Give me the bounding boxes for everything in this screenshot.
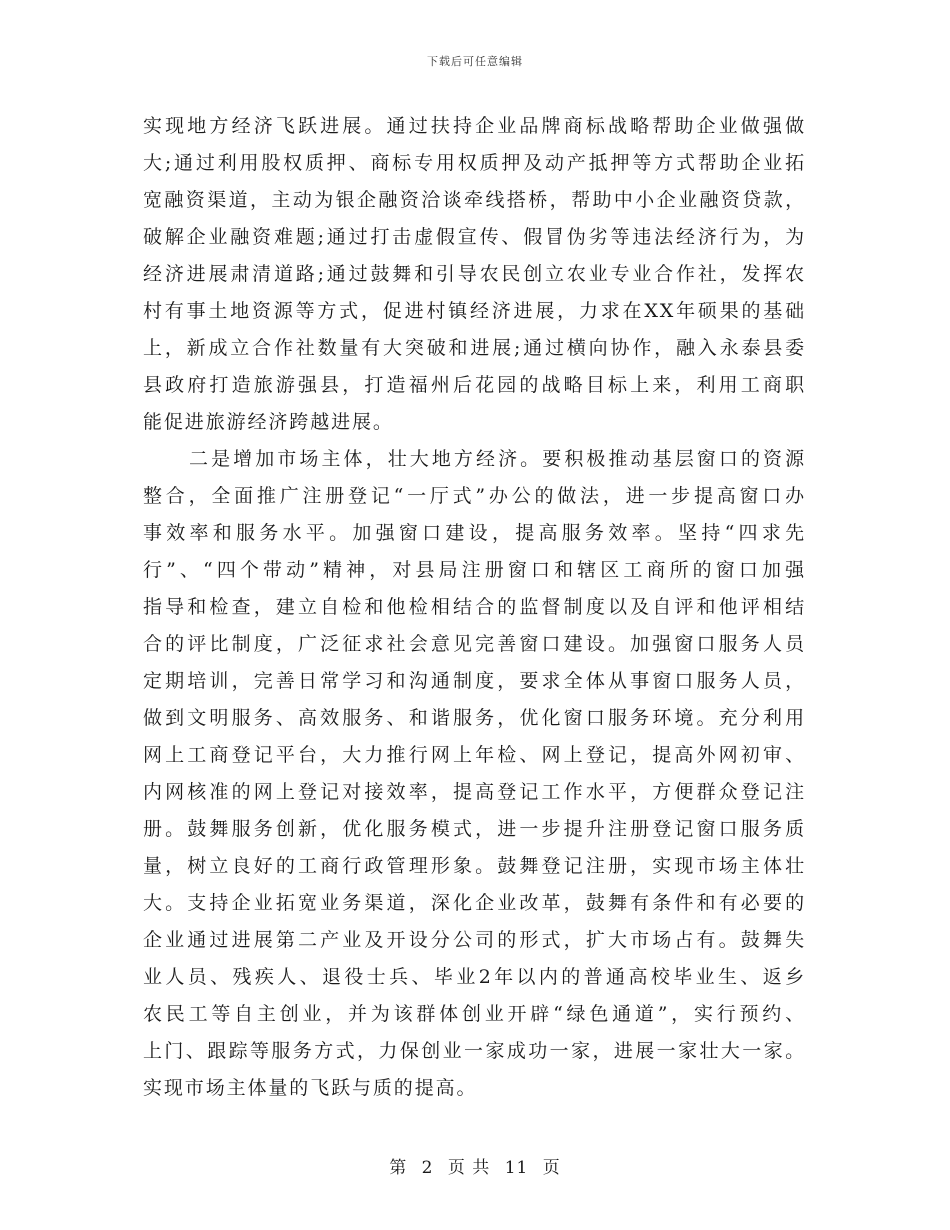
text-line: 县政府打造旅游强县，打造福州后花园的战略目标上来，利用工商职 [143, 374, 806, 396]
text-line: 上，新成立合作社数量有大突破和进展;通过横向协作，融入永泰县委 [143, 337, 806, 359]
text-line: 合的评比制度，广泛征求社会意见完善窗口建设。加强窗口服务人员 [143, 633, 806, 655]
text-line: 经济进展肃清道路;通过鼓舞和引导农民创立农业专业合作社，发挥农 [143, 263, 806, 285]
text-line: 事效率和服务水平。加强窗口建设，提高服务效率。坚持“四求先 [143, 522, 806, 544]
text-line: 整合，全面推广注册登记“一厅式”办公的做法，进一步提高窗口办 [143, 485, 806, 507]
text-line: 大。支持企业拓宽业务渠道，深化企业改革，鼓舞有条件和有必要的 [143, 892, 806, 914]
text-line: 宽融资渠道，主动为银企融资洽谈牵线搭桥，帮助中小企业融资贷款， [143, 189, 806, 211]
text-line: 村有事土地资源等方式，促进村镇经济进展，力求在XX年硕果的基础 [143, 300, 806, 322]
text-line: 定期培训，完善日常学习和沟通制度，要求全体从事窗口服务人员， [143, 670, 806, 692]
text-line: 网上工商登记平台，大力推行网上年检、网上登记，提高外网初审、 [143, 744, 806, 766]
text-line: 农民工等自主创业，并为该群体创业开辟“绿色通道”，实行预约、 [143, 1003, 806, 1025]
paragraph-2 [143, 441, 806, 1107]
text-line: 量，树立良好的工商行政管理形象。鼓舞登记注册，实现市场主体壮 [143, 855, 806, 877]
text-line: 做到文明服务、高效服务、和谐服务，优化窗口服务环境。充分利用 [143, 707, 806, 729]
paragraph-1 [143, 108, 806, 441]
text-line: 行”、“四个带动”精神，对县局注册窗口和辖区工商所的窗口加强 [143, 559, 806, 581]
text-line: 企业通过进展第二产业及开设分公司的形式，扩大市场占有。鼓舞失 [143, 929, 806, 951]
text-line: 业人员、残疾人、退役士兵、毕业2年以内的普通高校毕业生、返乡 [143, 966, 806, 988]
footer-suffix: 页 [542, 1158, 561, 1178]
text-line: 二是增加市场主体，壮大地方经济。要积极推动基层窗口的资源 [189, 448, 806, 470]
text-line: 指导和检查，建立自检和他检相结合的监督制度以及自评和他评相结 [143, 596, 806, 618]
text-line: 破解企业融资难题;通过打击虚假宣传、假冒伪劣等违法经济行为，为 [143, 226, 806, 248]
text-line: 上门、跟踪等服务方式，力保创业一家成功一家，进展一家壮大一家。 [143, 1040, 806, 1062]
text-line: 内网核准的网上登记对接效率，提高登记工作水平，方便群众登记注 [143, 781, 806, 803]
page-number-footer [0, 1153, 950, 1178]
page-header-caption: 下载后可任意编辑 [427, 55, 523, 68]
document-body [143, 108, 806, 1107]
footer-prefix: 第 [389, 1158, 408, 1178]
current-page-number: 2 [421, 1158, 434, 1178]
text-line: 实现地方经济飞跃进展。通过扶持企业品牌商标战略帮助企业做强做 [143, 115, 806, 137]
text-line: 实现市场主体量的飞跃与质的提高。 [143, 1077, 478, 1099]
text-line: 能促进旅游经济跨越进展。 [143, 411, 394, 433]
text-line: 大;通过利用股权质押、商标专用权质押及动产抵押等方式帮助企业拓 [143, 152, 806, 174]
total-page-count: 11 [504, 1158, 529, 1178]
footer-middle: 页 共 [447, 1158, 491, 1178]
text-line: 册。鼓舞服务创新，优化服务模式，进一步提升注册登记窗口服务质 [143, 818, 806, 840]
